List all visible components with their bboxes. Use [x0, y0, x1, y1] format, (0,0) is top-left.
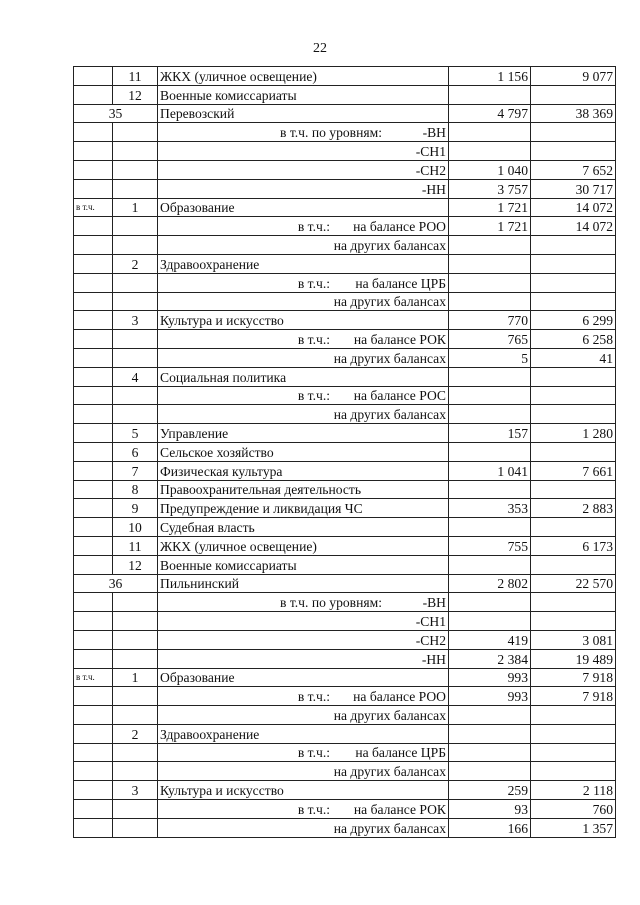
- page-number: 22: [313, 41, 327, 56]
- level-label: -СН2: [415, 632, 446, 648]
- item-number: [113, 630, 158, 649]
- table-row: [74, 348, 616, 367]
- item-number: 3: [113, 781, 158, 800]
- district-name: Пильнинский: [158, 574, 449, 593]
- item-number: 2: [113, 254, 158, 273]
- value-col1: [449, 555, 531, 574]
- value-col1: 93: [449, 800, 531, 819]
- table-row: [74, 142, 616, 161]
- budget-table: [73, 66, 616, 838]
- value-col2: [531, 593, 616, 612]
- value-col2: [531, 480, 616, 499]
- item-number: [113, 123, 158, 142]
- row-prefix: [74, 630, 113, 649]
- balance-label: на балансе РОС: [353, 388, 446, 404]
- value-col1: 770: [449, 311, 531, 330]
- value-col1: 755: [449, 536, 531, 555]
- level-label: -ВН: [422, 595, 446, 611]
- row-prefix: [74, 536, 113, 555]
- value-col2: [531, 273, 616, 292]
- value-col1: [449, 142, 531, 161]
- item-number: [113, 348, 158, 367]
- row-prefix: [74, 424, 113, 443]
- value-col2: 7 918: [531, 687, 616, 706]
- row-prefix: [74, 367, 113, 386]
- value-col2: 38 369: [531, 104, 616, 123]
- value-col1: 166: [449, 818, 531, 837]
- item-name: Образование: [158, 668, 449, 687]
- row-prefix: [74, 273, 113, 292]
- table-row: [74, 818, 616, 837]
- item-number: [113, 762, 158, 781]
- table-row: [74, 254, 616, 273]
- value-col1: [449, 386, 531, 405]
- row-label: [158, 123, 449, 142]
- value-col2: [531, 142, 616, 161]
- table-row: [74, 198, 616, 217]
- row-prefix: [74, 254, 113, 273]
- balance-label: на балансе РОО: [353, 219, 446, 235]
- value-col1: [449, 273, 531, 292]
- value-col2: 19 489: [531, 649, 616, 668]
- value-col2: 2 883: [531, 499, 616, 518]
- row-label: [158, 217, 449, 236]
- item-number: [113, 743, 158, 762]
- item-number: [113, 687, 158, 706]
- table-row: [74, 179, 616, 198]
- value-col1: [449, 612, 531, 631]
- item-name: Предупреждение и ликвидация ЧС: [158, 499, 449, 518]
- item-number: 1: [113, 668, 158, 687]
- item-number: 4: [113, 367, 158, 386]
- value-col1: 419: [449, 630, 531, 649]
- item-number: [113, 818, 158, 837]
- level-label: -НН: [421, 181, 446, 197]
- row-prefix: [74, 292, 113, 311]
- value-col2: [531, 762, 616, 781]
- row-prefix: [74, 386, 113, 405]
- table-row: [74, 706, 616, 725]
- row-label: [158, 348, 449, 367]
- balance-label: на балансе РОК: [353, 331, 446, 347]
- row-prefix: [74, 706, 113, 725]
- balance-prefix: в т.ч.:: [297, 275, 330, 291]
- row-label: [158, 330, 449, 349]
- value-col1: [449, 367, 531, 386]
- row-prefix: [74, 179, 113, 198]
- value-col1: [449, 254, 531, 273]
- row-label: [158, 706, 449, 725]
- row-label: [158, 236, 449, 255]
- table-row: [74, 518, 616, 537]
- row-prefix: [74, 123, 113, 142]
- table-row: [74, 499, 616, 518]
- row-prefix: [74, 762, 113, 781]
- value-col2: 14 072: [531, 217, 616, 236]
- value-col2: 3 081: [531, 630, 616, 649]
- item-number: [113, 800, 158, 819]
- value-col2: 30 717: [531, 179, 616, 198]
- value-col1: 1 721: [449, 198, 531, 217]
- item-name: Образование: [158, 198, 449, 217]
- value-col2: [531, 236, 616, 255]
- table-row: [74, 574, 616, 593]
- value-col1: 353: [449, 499, 531, 518]
- value-col1: [449, 236, 531, 255]
- item-number: [113, 160, 158, 179]
- item-number: [113, 292, 158, 311]
- value-col2: 7 652: [531, 160, 616, 179]
- item-number: 11: [113, 536, 158, 555]
- row-label: [158, 179, 449, 198]
- value-col2: [531, 367, 616, 386]
- value-col2: 6 173: [531, 536, 616, 555]
- table-row: [74, 386, 616, 405]
- value-col2: 22 570: [531, 574, 616, 593]
- balance-prefix: в т.ч.:: [297, 689, 330, 705]
- row-prefix: [74, 800, 113, 819]
- level-label: -НН: [421, 651, 446, 667]
- table-row: [74, 612, 616, 631]
- level-label: -ВН: [422, 125, 446, 141]
- row-prefix: [74, 743, 113, 762]
- item-name: Культура и искусство: [158, 781, 449, 800]
- value-col1: 1 156: [449, 67, 531, 86]
- row-prefix: в т.ч.: [74, 668, 113, 687]
- value-col2: [531, 612, 616, 631]
- table-row: [74, 687, 616, 706]
- value-col1: [449, 405, 531, 424]
- item-name: Здравоохранение: [158, 254, 449, 273]
- row-prefix: [74, 142, 113, 161]
- table-row: [74, 724, 616, 743]
- item-number: 10: [113, 518, 158, 537]
- row-label: [158, 386, 449, 405]
- item-number: [113, 386, 158, 405]
- other-balances-label: на других балансах: [333, 707, 446, 723]
- other-balances-label: на других балансах: [333, 294, 446, 310]
- item-number: 7: [113, 461, 158, 480]
- item-number: 8: [113, 480, 158, 499]
- value-col1: [449, 480, 531, 499]
- item-number: 12: [113, 555, 158, 574]
- table-row: [74, 461, 616, 480]
- table-row: [74, 330, 616, 349]
- balance-prefix: в т.ч.:: [297, 331, 330, 347]
- table-row: [74, 480, 616, 499]
- value-col2: 7 661: [531, 461, 616, 480]
- value-col1: [449, 442, 531, 461]
- table-row: [74, 536, 616, 555]
- item-number: 6: [113, 442, 158, 461]
- table-row: [74, 311, 616, 330]
- item-number: [113, 179, 158, 198]
- row-prefix: [74, 818, 113, 837]
- item-number: [113, 217, 158, 236]
- value-col2: 14 072: [531, 198, 616, 217]
- table-row: [74, 405, 616, 424]
- item-number: 9: [113, 499, 158, 518]
- value-col1: [449, 123, 531, 142]
- table-row: [74, 273, 616, 292]
- balance-label: на балансе ЦРБ: [355, 745, 446, 761]
- row-prefix: [74, 781, 113, 800]
- item-number: 1: [113, 198, 158, 217]
- row-label: [158, 762, 449, 781]
- value-col2: [531, 123, 616, 142]
- value-col1: 1 721: [449, 217, 531, 236]
- row-label: [158, 630, 449, 649]
- item-name: ЖКХ (уличное освещение): [158, 67, 449, 86]
- value-col2: [531, 254, 616, 273]
- row-prefix: [74, 67, 113, 86]
- value-col1: [449, 706, 531, 725]
- row-prefix: [74, 480, 113, 499]
- value-col2: 2 118: [531, 781, 616, 800]
- item-name: Судебная власть: [158, 518, 449, 537]
- table-row: [74, 800, 616, 819]
- row-prefix: [74, 461, 113, 480]
- value-col1: [449, 518, 531, 537]
- value-col2: 6 299: [531, 311, 616, 330]
- table-row: [74, 630, 616, 649]
- value-col2: 7 918: [531, 668, 616, 687]
- item-number: 2: [113, 724, 158, 743]
- item-number: 11: [113, 67, 158, 86]
- row-label: [158, 800, 449, 819]
- balance-prefix: в т.ч.:: [297, 388, 330, 404]
- value-col1: 1 040: [449, 160, 531, 179]
- balance-prefix: в т.ч.:: [297, 801, 330, 817]
- district-number: 36: [74, 574, 158, 593]
- row-label: [158, 292, 449, 311]
- balance-label: на балансе РОО: [353, 689, 446, 705]
- value-col1: 993: [449, 668, 531, 687]
- value-col2: 41: [531, 348, 616, 367]
- value-col1: 4 797: [449, 104, 531, 123]
- value-col2: [531, 442, 616, 461]
- other-balances-label: на других балансах: [333, 407, 446, 423]
- balance-label: на балансе РОК: [353, 801, 446, 817]
- value-col1: 2 384: [449, 649, 531, 668]
- item-number: [113, 405, 158, 424]
- item-name: Социальная политика: [158, 367, 449, 386]
- value-col2: [531, 706, 616, 725]
- item-number: [113, 142, 158, 161]
- level-label: -СН1: [415, 613, 446, 629]
- row-prefix: [74, 442, 113, 461]
- value-col1: 993: [449, 687, 531, 706]
- value-col2: [531, 724, 616, 743]
- other-balances-label: на других балансах: [333, 237, 446, 253]
- row-label: [158, 743, 449, 762]
- value-col2: 6 258: [531, 330, 616, 349]
- row-prefix: [74, 499, 113, 518]
- row-prefix: [74, 330, 113, 349]
- row-prefix: [74, 649, 113, 668]
- table-row: [74, 668, 616, 687]
- other-balances-label: на других балансах: [333, 820, 446, 836]
- value-col1: 157: [449, 424, 531, 443]
- row-prefix: [74, 405, 113, 424]
- item-name: Физическая культура: [158, 461, 449, 480]
- table-row: [74, 762, 616, 781]
- balance-label: на балансе ЦРБ: [355, 275, 446, 291]
- value-col1: [449, 724, 531, 743]
- value-col2: [531, 85, 616, 104]
- row-label: [158, 142, 449, 161]
- item-number: [113, 612, 158, 631]
- row-label: [158, 160, 449, 179]
- value-col1: [449, 593, 531, 612]
- row-prefix: [74, 518, 113, 537]
- item-number: 3: [113, 311, 158, 330]
- item-number: 12: [113, 85, 158, 104]
- row-prefix: [74, 593, 113, 612]
- item-name: Военные комиссариаты: [158, 555, 449, 574]
- item-name: ЖКХ (уличное освещение): [158, 536, 449, 555]
- table-row: [74, 104, 616, 123]
- row-prefix: [74, 217, 113, 236]
- value-col2: 1 357: [531, 818, 616, 837]
- table-row: [74, 555, 616, 574]
- value-col1: [449, 85, 531, 104]
- district-name: Перевозский: [158, 104, 449, 123]
- table-row: [74, 292, 616, 311]
- row-prefix: [74, 236, 113, 255]
- value-col1: 765: [449, 330, 531, 349]
- item-number: [113, 236, 158, 255]
- item-name: Правоохранительная деятельность: [158, 480, 449, 499]
- row-label: [158, 612, 449, 631]
- value-col1: [449, 762, 531, 781]
- row-label: [158, 405, 449, 424]
- other-balances-label: на других балансах: [333, 350, 446, 366]
- table-row: [74, 424, 616, 443]
- value-col2: [531, 386, 616, 405]
- balance-prefix: в т.ч.:: [297, 745, 330, 761]
- row-label: [158, 593, 449, 612]
- table-row: [74, 593, 616, 612]
- levels-prefix: в т.ч. по уровням:: [280, 595, 382, 611]
- row-prefix: в т.ч.: [74, 198, 113, 217]
- level-label: -СН2: [415, 162, 446, 178]
- value-col2: [531, 292, 616, 311]
- table-row: [74, 781, 616, 800]
- item-number: [113, 330, 158, 349]
- value-col2: 1 280: [531, 424, 616, 443]
- value-col2: 760: [531, 800, 616, 819]
- row-prefix: [74, 555, 113, 574]
- table-row: [74, 67, 616, 86]
- item-name: Военные комиссариаты: [158, 85, 449, 104]
- item-name: Здравоохранение: [158, 724, 449, 743]
- table-row: [74, 123, 616, 142]
- item-number: 5: [113, 424, 158, 443]
- item-name: Сельское хозяйство: [158, 442, 449, 461]
- row-prefix: [74, 160, 113, 179]
- table-row: [74, 85, 616, 104]
- table-row: [74, 442, 616, 461]
- item-number: [113, 273, 158, 292]
- district-number: 35: [74, 104, 158, 123]
- table-row: [74, 217, 616, 236]
- row-prefix: [74, 687, 113, 706]
- item-number: [113, 649, 158, 668]
- value-col1: 3 757: [449, 179, 531, 198]
- value-col1: 5: [449, 348, 531, 367]
- table-row: [74, 649, 616, 668]
- table-row: [74, 236, 616, 255]
- row-label: [158, 818, 449, 837]
- level-label: -СН1: [415, 143, 446, 159]
- row-label: [158, 649, 449, 668]
- item-name: Культура и искусство: [158, 311, 449, 330]
- levels-prefix: в т.ч. по уровням:: [280, 125, 382, 141]
- item-number: [113, 706, 158, 725]
- value-col1: [449, 292, 531, 311]
- other-balances-label: на других балансах: [333, 764, 446, 780]
- item-name: Управление: [158, 424, 449, 443]
- row-prefix: [74, 85, 113, 104]
- balance-prefix: в т.ч.:: [297, 219, 330, 235]
- row-prefix: [74, 612, 113, 631]
- table-row: [74, 743, 616, 762]
- row-label: [158, 687, 449, 706]
- row-prefix: [74, 311, 113, 330]
- row-label: [158, 273, 449, 292]
- table-row: [74, 160, 616, 179]
- value-col2: [531, 405, 616, 424]
- value-col2: [531, 518, 616, 537]
- value-col1: 259: [449, 781, 531, 800]
- item-number: [113, 593, 158, 612]
- value-col2: [531, 555, 616, 574]
- value-col2: 9 077: [531, 67, 616, 86]
- row-prefix: [74, 348, 113, 367]
- value-col1: [449, 743, 531, 762]
- value-col1: 2 802: [449, 574, 531, 593]
- table-row: [74, 367, 616, 386]
- value-col1: 1 041: [449, 461, 531, 480]
- row-prefix: [74, 724, 113, 743]
- value-col2: [531, 743, 616, 762]
